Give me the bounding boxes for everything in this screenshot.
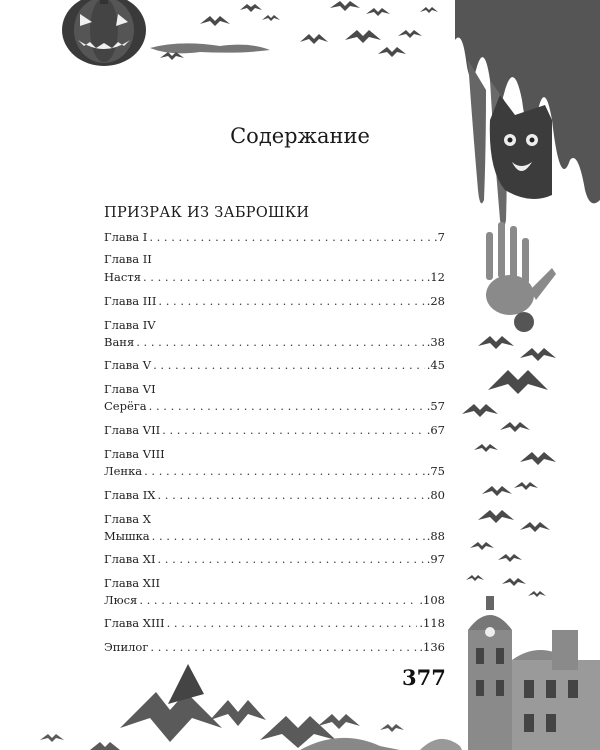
leader-dots <box>158 293 424 309</box>
toc-entry-page: .28 <box>426 294 445 308</box>
toc-entry-label: Глава XIII <box>104 616 165 630</box>
toc-entry-page: .57 <box>426 399 445 413</box>
toc-entry <box>104 229 445 245</box>
toc-entry-page: .12 <box>426 270 445 284</box>
leader-dots <box>167 615 418 631</box>
leader-dots <box>158 551 425 567</box>
bat-icon <box>150 1 438 60</box>
toc-entry-page: .75 <box>426 464 445 478</box>
toc-entry-page: .45 <box>426 358 445 372</box>
leader-dots <box>152 528 425 544</box>
toc-entry-label: Эпилог <box>104 640 149 654</box>
toc-entry <box>104 551 445 567</box>
leader-dots <box>149 398 425 414</box>
toc-entry-page: .108 <box>419 593 445 607</box>
toc-entry-label: Настя <box>104 270 141 284</box>
toc-chapter-heading: Глава VI <box>104 382 156 396</box>
toc-entry-page: .136 <box>419 640 445 654</box>
toc-entry-label: Глава XI <box>104 552 156 566</box>
toc-entry-label: Глава VII <box>104 423 161 437</box>
toc-entry-label: Мышка <box>104 529 150 543</box>
toc-entry <box>104 398 445 414</box>
toc-entry-label: Глава V <box>104 358 152 372</box>
leader-dots <box>153 357 425 373</box>
toc-entry-page: .7 <box>434 230 445 244</box>
toc-entry <box>104 463 445 479</box>
toc-entry-page: .38 <box>426 335 445 349</box>
leader-dots <box>162 422 425 438</box>
toc-entry-page: .88 <box>426 529 445 543</box>
toc-entry-page: .118 <box>419 616 445 630</box>
toc-chapter-heading: Глава XII <box>104 576 161 590</box>
page-number: 377 <box>402 665 446 690</box>
pumpkin-icon <box>62 0 146 66</box>
toc-entry <box>104 334 445 350</box>
toc-entry-label: Ваня <box>104 335 135 349</box>
toc-entry <box>104 592 445 608</box>
leader-dots <box>139 592 417 608</box>
toc-chapter-heading: Глава VIII <box>104 447 165 461</box>
toc-entry <box>104 422 445 438</box>
toc-entry <box>104 639 445 655</box>
hand-print-icon <box>486 222 556 332</box>
toc-entry <box>104 615 445 631</box>
leader-dots <box>143 269 425 285</box>
leader-dots <box>158 487 425 503</box>
toc-entry-label: Глава I <box>104 230 148 244</box>
bat-icon <box>462 336 556 597</box>
toc-entry <box>104 293 445 309</box>
toc-chapter-heading: Глава II <box>104 252 152 266</box>
toc-entry-page: .80 <box>426 488 445 502</box>
leader-dots <box>150 639 417 655</box>
leader-dots <box>144 463 425 479</box>
toc-entry-label: Серёга <box>104 399 147 413</box>
part-title: ПРИЗРАК ИЗ ЗАБРОШКИ <box>104 205 310 221</box>
toc-entry-page: .67 <box>426 423 445 437</box>
castle-icon <box>468 596 600 750</box>
leader-dots <box>136 334 424 350</box>
toc-entry <box>104 269 445 285</box>
toc-entry-label: Ленка <box>104 464 143 478</box>
toc-chapter-heading: Глава X <box>104 512 151 526</box>
toc-entry <box>104 357 445 373</box>
leader-dots <box>149 229 432 245</box>
toc-entry-label: Глава IX <box>104 488 156 502</box>
toc-entry <box>104 487 445 503</box>
bat-icon <box>40 664 462 750</box>
page-title: Содержание <box>230 124 370 148</box>
toc-entry-label: Люся <box>104 593 138 607</box>
toc-entry-label: Глава III <box>104 294 157 308</box>
toc-entry <box>104 528 445 544</box>
toc-entry-page: .97 <box>426 552 445 566</box>
toc-chapter-heading: Глава IV <box>104 318 156 332</box>
